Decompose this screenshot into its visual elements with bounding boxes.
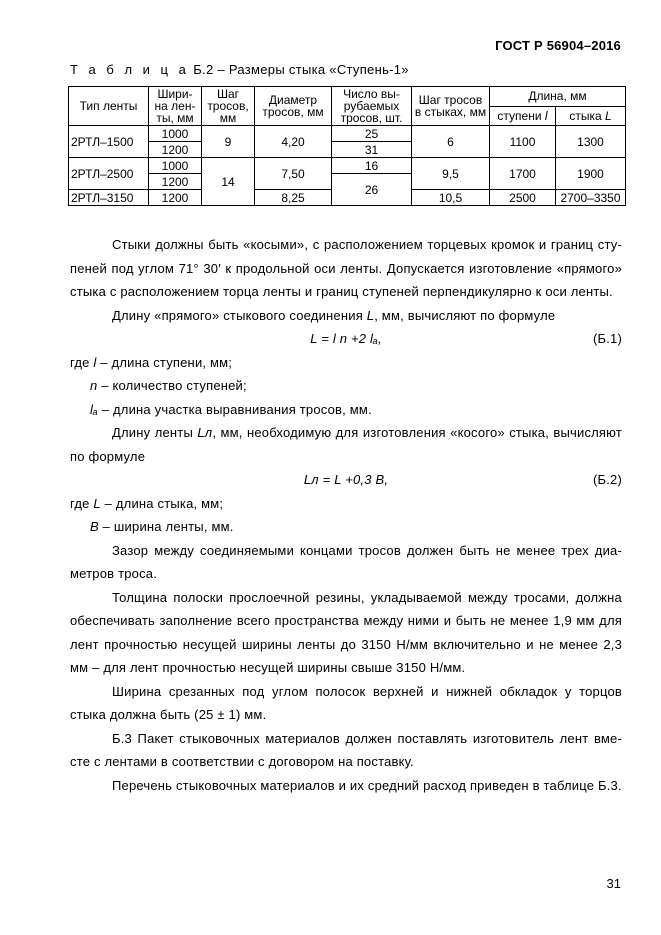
formula-expression: L = l n +2 lₐ, xyxy=(310,331,382,346)
table-caption-title: Б.2 – Размеры стыка «Ступень-1» xyxy=(189,62,409,77)
text-span: – ширина ленты, мм. xyxy=(98,519,234,534)
header-cut-cables-count: Число вы- рубаемых тросов, шт. xyxy=(332,87,412,126)
joint-dimensions-table xyxy=(68,86,626,206)
cell-width: 1200 xyxy=(149,190,202,206)
cell-width: 1200 xyxy=(149,142,202,158)
cell-count: 16 xyxy=(332,158,412,174)
cell-length-joint: 1300 xyxy=(556,126,626,158)
text-span: , мм, вычисляют по формуле xyxy=(374,307,556,323)
cell-type: 2РТЛ–1500 xyxy=(69,126,149,158)
formula-number: (Б.1) xyxy=(592,331,622,346)
cell-width: 1200 xyxy=(149,174,202,190)
paragraph: Зазор между соединяемыми концами тросов должен быть не менее трех диа- метров троса. xyxy=(70,542,622,581)
where-line xyxy=(70,492,622,516)
header-cable-step: Шаг тросов, мм xyxy=(202,87,255,126)
where-line xyxy=(70,398,622,422)
header-length: Длина, мм xyxy=(490,87,626,107)
text-span: Длину «прямого» стыкового соединения xyxy=(112,307,367,323)
cell-count: 25 xyxy=(332,126,412,142)
header-length-step-var: l xyxy=(544,108,548,123)
header-length-joint xyxy=(556,106,626,126)
document-header: ГОСТ Р 56904–2016 xyxy=(495,38,621,53)
where-line xyxy=(70,374,622,398)
table-caption-prefix: Т а б л и ц а xyxy=(70,62,190,77)
cell-joint-step: 9,5 xyxy=(412,158,490,190)
cell-length-joint: 2700–3350 xyxy=(556,190,626,206)
var-l: l xyxy=(93,354,97,370)
cell-count: 31 xyxy=(332,142,412,158)
var-lv: lₐ xyxy=(90,401,98,417)
cell-type: 2РТЛ–3150 xyxy=(69,190,149,206)
cell-step: 14 xyxy=(202,158,255,206)
paragraph xyxy=(70,421,622,468)
where-line xyxy=(70,351,622,375)
cell-step: 9 xyxy=(202,126,255,158)
header-length-joint-var: L xyxy=(604,108,612,123)
text-span: , мм, необходимую для изготовления «косого» стыка, вычисляют по формуле xyxy=(70,425,622,464)
cell-length-joint: 1900 xyxy=(556,158,626,190)
paragraph: Стыки должны быть «косыми», с расположением торцевых кромок и границ сту- пеней под углом 71° 30′ к продольной оси ленты. Допускается изготовление «прямого» стыка с расположением торца ленты и границ ступеней перпендикулярно к оси ленты. xyxy=(70,237,622,299)
text-span: Длину ленты xyxy=(112,425,198,440)
cell-count: 26 xyxy=(332,174,412,206)
cell-diameter: 7,50 xyxy=(255,158,332,190)
formula-expression: Lл = L +0,3 B, xyxy=(303,472,389,487)
text-span: – длина участка выравнивания тросов, мм. xyxy=(97,401,372,417)
cell-width: 1000 xyxy=(149,126,202,142)
header-cable-diameter: Диаметр тросов, мм xyxy=(255,87,332,126)
cell-type: 2РТЛ–2500 xyxy=(69,158,149,190)
header-joint-cable-step: Шаг тросов в стыках, мм xyxy=(412,87,490,126)
text-span: – длина ступени, мм; xyxy=(96,354,233,370)
cell-diameter: 8,25 xyxy=(255,190,332,206)
formula-b2 xyxy=(70,468,622,492)
paragraph: Толщина полоски прослоечной резины, укладываемой между тросами, должна обеспечивать заполнение всего пространства между ними и быть не менее 1,9 мм для лент прочностью несущей ширины ленты до 3150 Н/мм включительно и не менее 2,3 мм – для лент прочностью несущей ширины свыше 3150 Н/мм. xyxy=(70,589,622,675)
cell-length-step: 1100 xyxy=(490,126,556,158)
paragraph: Ширина срезанных под углом полосок верхней и нижней обкладок у торцов стыка должна быть (25 ± 1) мм. xyxy=(70,683,622,722)
formula-b1 xyxy=(70,327,622,351)
var-B: B xyxy=(90,519,99,534)
table-row xyxy=(69,158,626,174)
var-L: L xyxy=(366,307,375,323)
formula-number: (Б.2) xyxy=(592,472,622,487)
cell-length-step: 2500 xyxy=(490,190,556,206)
cell-joint-step: 6 xyxy=(412,126,490,158)
page-number: 31 xyxy=(606,876,621,891)
paragraph: Перечень стыковочных материалов и их средний расход приведен в таблице Б.3. xyxy=(112,777,622,793)
header-length-joint-label: стыка xyxy=(569,108,602,123)
text-span: – длина стыка, мм; xyxy=(100,495,224,511)
header-belt-type: Тип ленты xyxy=(69,87,149,126)
text-span: – количество ступеней; xyxy=(97,378,247,393)
cell-diameter: 4,20 xyxy=(255,126,332,158)
cell-length-step: 1700 xyxy=(490,158,556,190)
header-length-step-label: ступени xyxy=(497,108,542,123)
table-caption xyxy=(70,62,409,77)
where-line xyxy=(70,515,622,539)
text-span: где xyxy=(70,495,94,511)
paragraph: Б.3 Пакет стыковочных материалов должен поставлять изготовитель лент вме- сте с лентами в соответствии с договором на поставку. xyxy=(70,730,622,769)
table-row xyxy=(69,126,626,142)
header-width: Шири- на лен- ты, мм xyxy=(149,87,202,126)
cell-joint-step: 10,5 xyxy=(412,190,490,206)
paragraph xyxy=(70,304,622,328)
text-span: где xyxy=(70,354,94,370)
cell-width: 1000 xyxy=(149,158,202,174)
var-Ll: Lл xyxy=(197,425,213,440)
var-L: L xyxy=(93,495,101,511)
header-length-step xyxy=(490,106,556,126)
var-n: n xyxy=(90,378,98,393)
body-text xyxy=(70,233,622,797)
